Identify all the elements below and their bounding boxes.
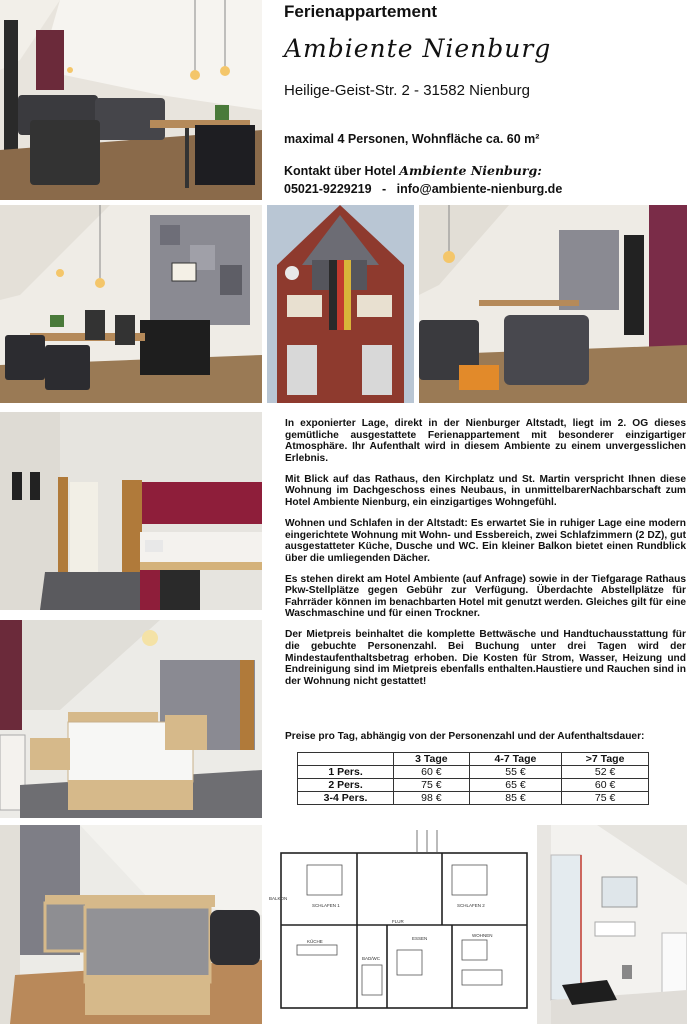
address: Heilige-Geist-Str. 2 - 31582 Nienburg bbox=[284, 82, 530, 99]
column-header bbox=[298, 753, 394, 766]
description bbox=[285, 418, 686, 697]
price-cell: 60 € bbox=[562, 779, 649, 792]
phone-number[interactable]: 05021-9229219 bbox=[284, 182, 372, 196]
price-table-header bbox=[298, 753, 649, 766]
description-paragraph: Der Mietpreis beinhaltet die komplette Bettwäsche und Handtuchausstattung für die gebuchte Personenzahl. Bei Buchung unter drei Tagen wird der Mindestaufenthaltsbetrag erhoben. Die Kosten für Strom, Wasser, Heizung und Endreinigung sind im Mietpreis ebenfalls enthalten.Haustiere und Rauchen sind in der Wohnung nicht gestattet! bbox=[285, 629, 686, 687]
price-cell: 75 € bbox=[394, 779, 470, 792]
contact-prefix: Kontakt über Hotel bbox=[284, 164, 400, 178]
brand-name: Ambiente Nienburg bbox=[284, 34, 552, 63]
row-label: 2 Pers. bbox=[298, 779, 394, 792]
separator: - bbox=[382, 182, 387, 196]
price-cell: 75 € bbox=[562, 792, 649, 805]
table-row bbox=[298, 779, 649, 792]
kitchen-photo bbox=[0, 412, 262, 610]
price-cell: 65 € bbox=[469, 779, 562, 792]
table-row bbox=[298, 792, 649, 805]
dining-area-photo bbox=[0, 205, 262, 403]
room-label: SCHLAFEN 2 bbox=[457, 903, 485, 908]
row-label: 1 Pers. bbox=[298, 766, 394, 779]
room-label: WOHNEN bbox=[472, 933, 493, 938]
price-cell: 55 € bbox=[469, 766, 562, 779]
row-label: 3-4 Pers. bbox=[298, 792, 394, 805]
column-header: >7 Tage bbox=[562, 753, 649, 766]
contact-line bbox=[284, 163, 542, 178]
bedroom-twin-photo bbox=[0, 825, 262, 1024]
column-header: 4-7 Tage bbox=[469, 753, 562, 766]
town-hall-photo bbox=[267, 205, 414, 403]
description-paragraph: Wohnen und Schlafen in der Altstadt: Es erwartet Sie in ruhiger Lage eine modern eingerichtete Wohnung mit Wohn- und Essbereich, zwei Schlafzimmern (2 DZ), gut ausgestatteter Küche, Dusche und WC. Ein kleiner Balkon bietet einen Rundblick über die umliegenden Dächer. bbox=[285, 517, 686, 564]
contact-brand: Ambiente Nienburg: bbox=[399, 163, 542, 178]
price-intro: Preise pro Tag, abhängig von der Personenzahl und der Aufenthaltsdauer: bbox=[285, 731, 645, 742]
column-header: 3 Tage bbox=[394, 753, 470, 766]
room-label: KÜCHE bbox=[307, 939, 323, 944]
description-paragraph: Es stehen direkt am Hotel Ambiente (auf Anfrage) sowie in der Tiefgarage Rathaus Pkw-Stellplätze gegen Gebühr zur Verfügung. Überdachte Abstellplätze für Fahrräder können im benachbarten Hotel mit genutzt werden. Gleiches gilt für eine Waschmaschine und für einen Trockner. bbox=[285, 573, 686, 620]
phone-email-line bbox=[284, 182, 562, 196]
description-paragraph: In exponierter Lage, direkt in der Nienburger Altstadt, liegt im 2. OG dieses gemütliche ausgestattete Ferienappartement mit besonderer einzigartiger Atmosphäre. Ihr Aufenthalt wird in diesem Ambiente zu einem unvergesslichen Erlebnis. bbox=[285, 418, 686, 464]
capacity-info: maximal 4 Personen, Wohnfläche ca. 60 m² bbox=[284, 132, 540, 146]
table-row bbox=[298, 766, 649, 779]
description-paragraph: Mit Blick auf das Rathaus, den Kirchplatz und St. Martin verspricht Ihnen diese Wohnung im Dachgeschoss eines Neubaus, in unmittelbarerNachbarschaft zum Hotel Ambiente Nienburg, ein einzigartiges Wohngefühl. bbox=[285, 473, 686, 508]
price-cell: 52 € bbox=[562, 766, 649, 779]
room-label: SCHLAFEN 1 bbox=[312, 903, 340, 908]
room-label: BALKON bbox=[269, 896, 288, 901]
bedroom-double-photo bbox=[0, 620, 262, 818]
price-table bbox=[297, 752, 649, 805]
bathroom-photo bbox=[537, 825, 687, 1024]
room-label: FLUR bbox=[392, 919, 404, 924]
floorplan bbox=[267, 825, 532, 1024]
price-cell: 98 € bbox=[394, 792, 470, 805]
lounge-photo bbox=[419, 205, 687, 403]
room-label: BAD/WC bbox=[362, 956, 380, 961]
room-label: ESSEN bbox=[412, 936, 428, 941]
price-cell: 60 € bbox=[394, 766, 470, 779]
price-cell: 85 € bbox=[469, 792, 562, 805]
living-room-photo bbox=[0, 0, 262, 200]
email-link[interactable]: info@ambiente-nienburg.de bbox=[396, 182, 563, 196]
listing-title: Ferienappartement bbox=[284, 2, 438, 21]
